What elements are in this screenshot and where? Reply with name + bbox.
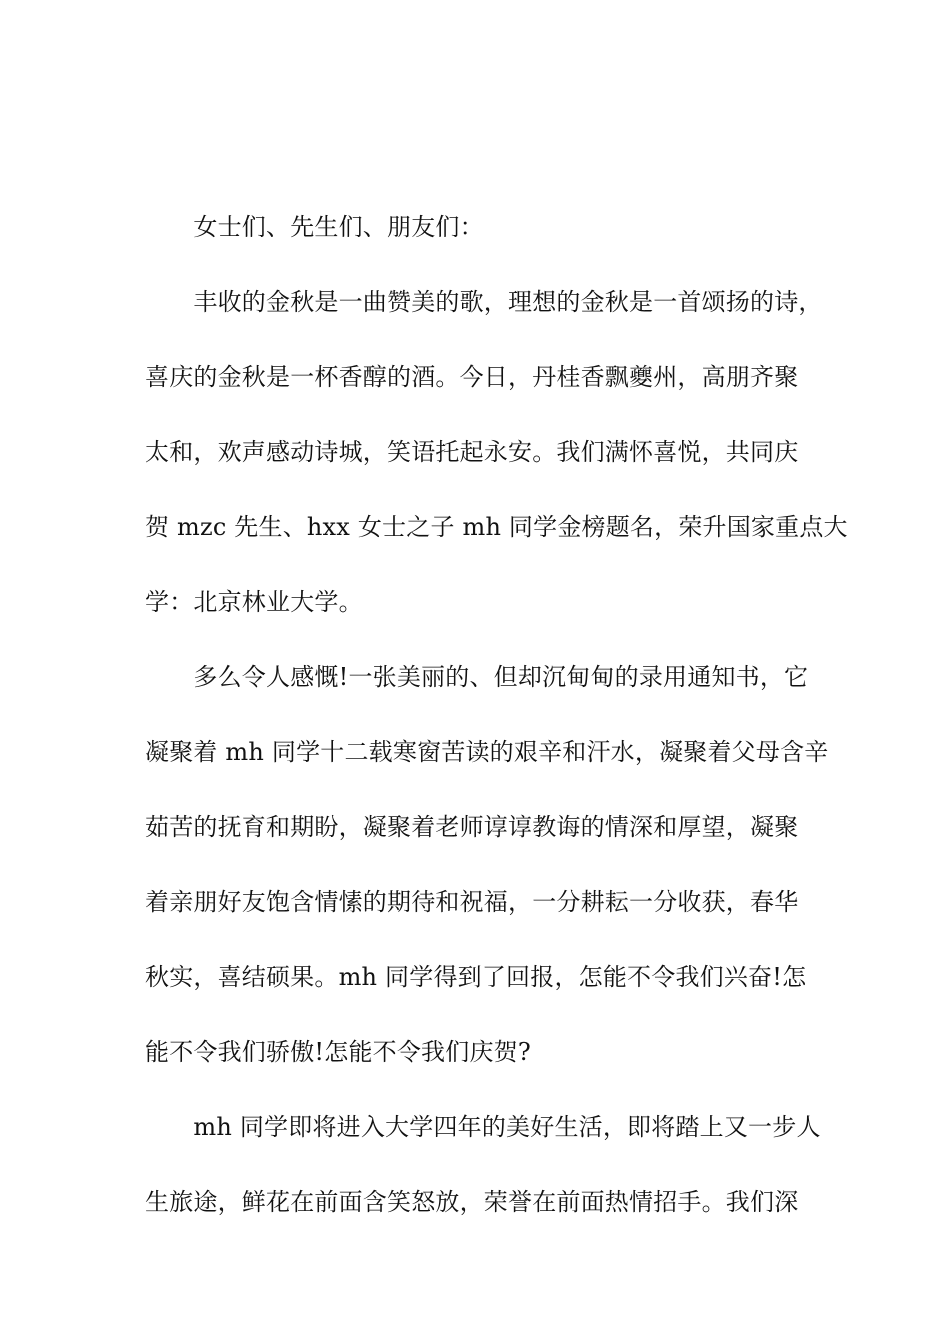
text-line: 着亲朋好友饱含情愫的期待和祝福，一分耕耘一分收获，春华 bbox=[145, 888, 799, 916]
text-line: 贺 mzc 先生、hxx 女士之子 mh 同学金榜题名，荣升国家重点大 bbox=[145, 513, 848, 541]
text-line: mh 同学即将进入大学四年的美好生活，即将踏上又一步人 bbox=[145, 1113, 821, 1141]
text-line: 能不令我们骄傲!怎能不令我们庆贺? bbox=[145, 1038, 531, 1066]
text-line: 凝聚着 mh 同学十二载寒窗苦读的艰辛和汗水，凝聚着父母含辛 bbox=[145, 738, 829, 766]
text-line: 生旅途，鲜花在前面含笑怒放，荣誉在前面热情招手。我们深 bbox=[145, 1188, 799, 1216]
text-line: 多么令人感慨!一张美丽的、但却沉甸甸的录用通知书，它 bbox=[145, 663, 809, 691]
text-line: 丰收的金秋是一曲赞美的歌，理想的金秋是一首颂扬的诗， bbox=[145, 288, 823, 316]
text-line: 学：北京林业大学。 bbox=[145, 588, 363, 616]
text-line: 女士们、先生们、朋友们： bbox=[145, 213, 484, 241]
text-line: 茹苦的抚育和期盼，凝聚着老师谆谆教诲的情深和厚望，凝聚 bbox=[145, 813, 799, 841]
text-line: 喜庆的金秋是一杯香醇的酒。今日，丹桂香飘夔州，高朋齐聚 bbox=[145, 363, 799, 391]
text-line: 太和，欢声感动诗城，笑语托起永安。我们满怀喜悦，共同庆 bbox=[145, 438, 799, 466]
text-line: 秋实，喜结硕果。mh 同学得到了回报，怎能不令我们兴奋!怎 bbox=[145, 963, 807, 991]
